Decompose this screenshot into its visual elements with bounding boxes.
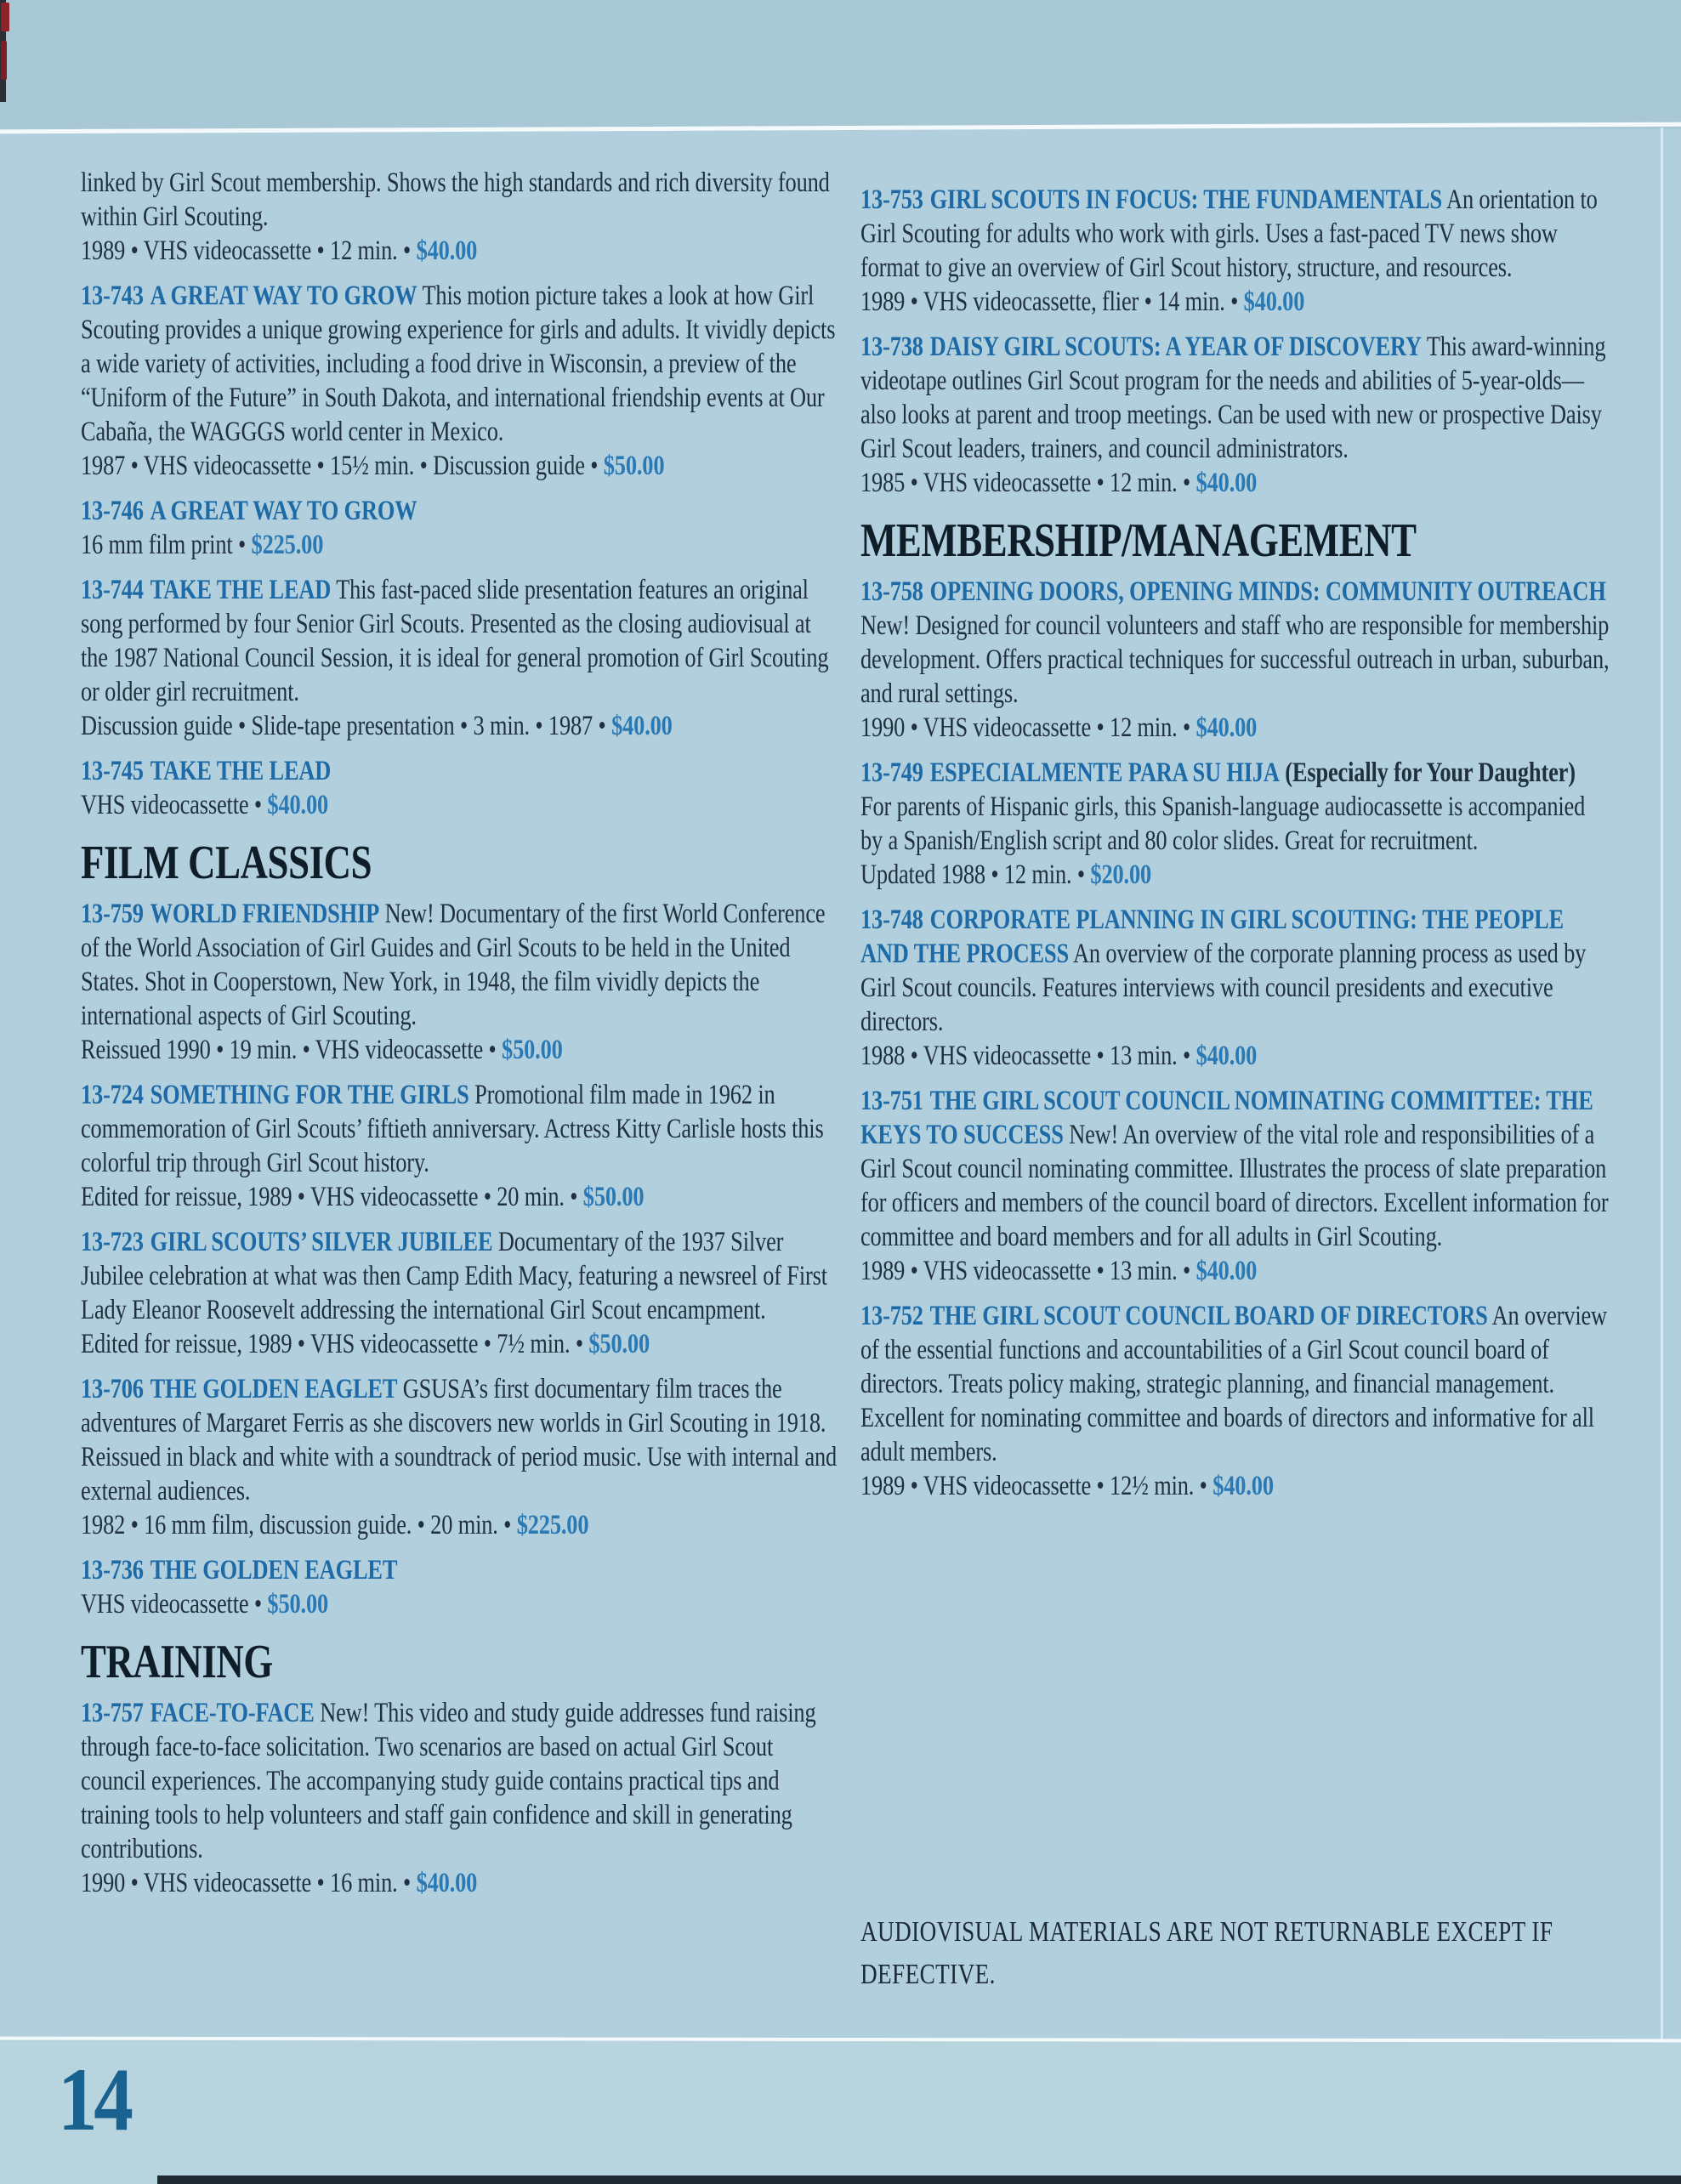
item-title: A GREAT WAY TO GROW — [150, 496, 417, 526]
item-number: 13-757 — [81, 1698, 144, 1728]
item-meta — [860, 466, 1610, 500]
scan-vertical-line — [1661, 128, 1663, 2040]
item-price: $20.00 — [1090, 859, 1152, 890]
item-text — [81, 897, 838, 1033]
item-price: $40.00 — [1195, 1041, 1258, 1071]
item-title: ESPECIALMENTE PARA SU HIJA — [929, 757, 1280, 788]
item-number: 13-749 — [860, 757, 923, 788]
item-description: For parents of Hispanic girls, this Spanish-language audiocassette is accompanied by a Spanish/English script and 80 color slides. Great for recruitment. — [860, 791, 1586, 856]
item-meta — [860, 1039, 1610, 1073]
catalog-item — [81, 897, 838, 1067]
item-meta — [81, 1180, 838, 1214]
catalog-item — [81, 1225, 838, 1361]
item-title: GIRL SCOUTS IN FOCUS: THE FUNDAMENTALS — [929, 184, 1443, 215]
section-heading: MEMBERSHIP/MANAGEMENT — [860, 514, 1417, 567]
item-text — [81, 279, 838, 449]
catalog-item — [81, 166, 838, 268]
item-number: 13-751 — [860, 1086, 923, 1116]
item-meta-text: VHS videocassette • — [81, 1589, 262, 1620]
item-text — [860, 330, 1610, 466]
item-description: New! An overview of the vital role and responsibilities of a Girl Scout council nominating committee. Illustrates the process of slate preparation for officers and members of the council board of directors. Excellent information for committee and board members and for all adults in Girl Scouting. — [860, 1120, 1609, 1252]
item-title: TAKE THE LEAD — [150, 575, 332, 605]
item-number: 13-738 — [860, 332, 923, 362]
item-meta-text: Edited for reissue, 1989 • VHS videocassette • 20 min. • — [81, 1182, 578, 1212]
item-text — [81, 1225, 838, 1327]
catalog-item — [860, 183, 1610, 319]
item-description: An overview of the corporate planning process as used by Girl Scout councils. Features interviews with council presidents and executive directors. — [860, 939, 1587, 1037]
item-title: CORPORATE PLANNING IN GIRL SCOUTING: THE PEOPLE AND THE PROCESS — [860, 905, 1565, 969]
item-title: THE GIRL SCOUT COUNCIL BOARD OF DIRECTORS — [929, 1301, 1488, 1331]
item-price: $225.00 — [516, 1510, 589, 1540]
item-title: THE GIRL SCOUT COUNCIL NOMINATING COMMITTEE: THE KEYS TO SUCCESS — [860, 1086, 1593, 1150]
item-number: 13-745 — [81, 756, 144, 786]
item-text — [81, 1696, 838, 1866]
item-price: $40.00 — [611, 711, 673, 741]
item-number: 13-706 — [81, 1374, 144, 1404]
item-description: Promotional film made in 1962 in commemoration of Girl Scouts’ fiftieth anniversary. Actress Kitty Carlisle hosts this colorful trip through Girl Scout history. — [81, 1080, 824, 1178]
page-number: 14 — [58, 2050, 130, 2149]
item-meta-text: Edited for reissue, 1989 • VHS videocassette • 7½ min. • — [81, 1329, 583, 1359]
item-text — [81, 573, 838, 709]
item-title: TAKE THE LEAD — [150, 756, 332, 786]
item-text — [860, 1299, 1610, 1469]
item-meta-text: Reissued 1990 • 19 min. • VHS videocassette • — [81, 1035, 497, 1065]
catalog-item — [81, 573, 838, 743]
item-title: THE GOLDEN EAGLET — [150, 1374, 398, 1404]
item-price: $50.00 — [267, 1589, 329, 1620]
item-description: This fast-paced slide presentation features an original song performed by four Senior Girl Scouts. Presented as the closing audiovisual at the 1987 National Council Session, it is ideal for general promotion of Girl Scouting or older girl recruitment. — [81, 575, 829, 707]
item-meta — [81, 234, 838, 268]
section-heading: FILM CLASSICS — [81, 837, 372, 889]
item-meta-text: 1989 • VHS videocassette • 13 min. • — [860, 1256, 1191, 1286]
item-meta-text: 1985 • VHS videocassette • 12 min. • — [860, 468, 1191, 498]
item-number: 13-743 — [81, 281, 144, 311]
item-meta — [860, 1469, 1610, 1503]
catalog-item — [860, 1299, 1610, 1503]
item-price: $40.00 — [1195, 1256, 1258, 1286]
scan-top-band — [0, 0, 1681, 129]
catalog-item — [81, 494, 838, 562]
scan-bottom-edge — [157, 2175, 1681, 2184]
item-meta — [860, 285, 1610, 319]
item-description: New! This video and study guide addresses fund raising through face-to-face solicitation. Two scenarios are based on actual Girl Scout council experiences. The accompanying study guide contains practical tips and training tools to help volunteers and staff gain confidence and skill in generating contributions. — [81, 1698, 816, 1864]
item-number: 13-724 — [81, 1080, 144, 1110]
catalog-item — [860, 903, 1610, 1073]
item-price: $40.00 — [1243, 286, 1305, 317]
item-title-suffix: (Especially for Your Daughter) — [1285, 757, 1576, 788]
item-meta-text: 1989 • VHS videocassette • 12 min. • — [81, 235, 412, 266]
item-text — [860, 903, 1610, 1039]
item-title: FACE-TO-FACE — [150, 1698, 315, 1728]
item-description: Documentary of the 1937 Silver Jubilee celebration at what was then Camp Edith Macy, featuring a newsreel of First Lady Eleanor Roosevelt addressing the international Girl Scout encampment. — [81, 1227, 827, 1325]
item-meta — [81, 709, 838, 743]
item-price: $40.00 — [416, 1868, 478, 1898]
item-title: THE GOLDEN EAGLET — [150, 1555, 398, 1586]
item-meta-text: Discussion guide • Slide-tape presentation • 3 min. • 1987 • — [81, 711, 606, 741]
item-text — [860, 1084, 1610, 1254]
item-text — [860, 183, 1610, 285]
catalog-item — [860, 330, 1610, 500]
item-meta-text: 1990 • VHS videocassette • 12 min. • — [860, 712, 1191, 743]
item-number: 13-746 — [81, 496, 144, 526]
item-text — [81, 1553, 838, 1587]
item-meta-text: 1990 • VHS videocassette • 16 min. • — [81, 1868, 412, 1898]
catalog-item — [860, 756, 1610, 892]
item-meta-text: 1989 • VHS videocassette • 12½ min. • — [860, 1471, 1207, 1501]
item-meta — [81, 1587, 838, 1621]
item-price: $40.00 — [1195, 468, 1258, 498]
item-number: 13-759 — [81, 899, 144, 929]
item-description: New! Designed for council volunteers and staff who are responsible for membership development. Offers practical techniques for successful outreach in urban, suburban, and rural settings. — [860, 610, 1610, 709]
catalog-item — [81, 1696, 838, 1900]
item-meta-text: 1987 • VHS videocassette • 15½ min. • Discussion guide • — [81, 451, 599, 481]
item-number: 13-753 — [860, 184, 923, 215]
item-title: OPENING DOORS, OPENING MINDS: COMMUNITY OUTREACH — [929, 576, 1606, 607]
item-description: This award-winning videotape outlines Girl Scout program for the needs and abilities of 5-year-olds—also looks at parent and troop meetings. Can be used with new or prospective Daisy Girl Scout leaders, trainers, and council administrators. — [860, 332, 1606, 464]
item-description: linked by Girl Scout membership. Shows the high standards and rich diversity found within Girl Scouting. — [81, 167, 830, 232]
footer-note: AUDIOVISUAL MATERIALS ARE NOT RETURNABLE EXCEPT IF DEFECTIVE. — [860, 1916, 1553, 1990]
item-price: $40.00 — [267, 790, 329, 820]
catalog-item — [81, 754, 838, 822]
item-meta-text: Updated 1988 • 12 min. • — [860, 859, 1085, 890]
item-number: 13-736 — [81, 1555, 144, 1586]
item-meta — [81, 1508, 838, 1542]
item-description: An overview of the essential functions and accountabilities of a Girl Scout council board of directors. Treats policy making, strategic planning, and financial management. Excellent for nominating committee and boards of directors and informative for all adult members. — [860, 1301, 1607, 1467]
catalog-item — [860, 575, 1610, 745]
item-description: New! Documentary of the first World Conference of the World Association of Girl Guides and Girl Scouts to be held in the United States. Shot in Cooperstown, New York, in 1948, the film vividly depicts the international aspects of Girl Scouting. — [81, 899, 826, 1031]
item-meta — [860, 858, 1610, 892]
item-title: GIRL SCOUTS’ SILVER JUBILEE — [150, 1227, 493, 1257]
item-text — [81, 166, 838, 234]
item-text — [81, 1078, 838, 1180]
item-meta-text: 1982 • 16 mm film, discussion guide. • 20 min. • — [81, 1510, 512, 1540]
item-title: DAISY GIRL SCOUTS: A YEAR OF DISCOVERY — [929, 332, 1422, 362]
item-price: $50.00 — [582, 1182, 645, 1212]
item-price: $50.00 — [603, 451, 665, 481]
section-heading: TRAINING — [81, 1636, 273, 1688]
item-price: $40.00 — [1195, 712, 1258, 743]
scan-bottom-band — [0, 2041, 1681, 2184]
catalog-item — [81, 279, 838, 483]
left-column — [81, 166, 838, 1911]
item-title: WORLD FRIENDSHIP — [150, 899, 380, 929]
catalog-item — [860, 1084, 1610, 1288]
item-text — [81, 494, 838, 528]
item-meta — [81, 1866, 838, 1900]
item-meta — [81, 449, 838, 483]
item-meta-text: 1989 • VHS videocassette, flier • 14 min. • — [860, 286, 1239, 317]
item-number: 13-748 — [860, 905, 923, 935]
item-price: $225.00 — [251, 530, 324, 560]
item-meta-text: VHS videocassette • — [81, 790, 262, 820]
item-number: 13-758 — [860, 576, 923, 607]
item-meta-text: 1988 • VHS videocassette • 13 min. • — [860, 1041, 1191, 1071]
item-title: A GREAT WAY TO GROW — [150, 281, 417, 311]
item-description: An orientation to Girl Scouting for adults who work with girls. Uses a fast-paced TV news show format to give an overview of Girl Scout history, structure, and resources. — [860, 184, 1598, 283]
item-description: GSUSA’s first documentary film traces the adventures of Margaret Ferris as she discovers new worlds in Girl Scouting in 1918. Reissued in black and white with a soundtrack of period music. Use with internal and external audiences. — [81, 1374, 838, 1506]
item-price: $50.00 — [588, 1329, 650, 1359]
item-text — [81, 1372, 838, 1508]
item-number: 13-723 — [81, 1227, 144, 1257]
scan-artifact-mark — [1, 3, 9, 31]
item-meta — [81, 788, 838, 822]
item-title: SOMETHING FOR THE GIRLS — [150, 1080, 469, 1110]
catalog-item — [81, 1372, 838, 1542]
item-price: $50.00 — [502, 1035, 563, 1065]
item-price: $40.00 — [416, 235, 478, 266]
item-price: $40.00 — [1212, 1471, 1274, 1501]
item-text — [81, 754, 838, 788]
item-text — [860, 756, 1610, 858]
item-description: This motion picture takes a look at how Girl Scouting provides a unique growing experience for girls and adults. It vividly depicts a wide variety of activities, including a food drive in Wisconsin, a preview of the “Uniform of the Future” in South Dakota, and international friendship events at Our Cabaña, the WAGGGS world center in Mexico. — [81, 281, 836, 447]
item-meta — [81, 1327, 838, 1361]
item-meta-text: 16 mm film print • — [81, 530, 247, 560]
catalog-item — [81, 1078, 838, 1214]
item-number: 13-744 — [81, 575, 144, 605]
item-text — [860, 575, 1610, 711]
item-meta — [860, 711, 1610, 745]
item-number: 13-752 — [860, 1301, 923, 1331]
item-meta — [81, 1033, 838, 1067]
catalog-item — [81, 1553, 838, 1621]
item-meta — [81, 528, 838, 562]
right-column — [860, 183, 1610, 1514]
scan-artifact-mark — [1, 41, 7, 80]
item-meta — [860, 1254, 1610, 1288]
